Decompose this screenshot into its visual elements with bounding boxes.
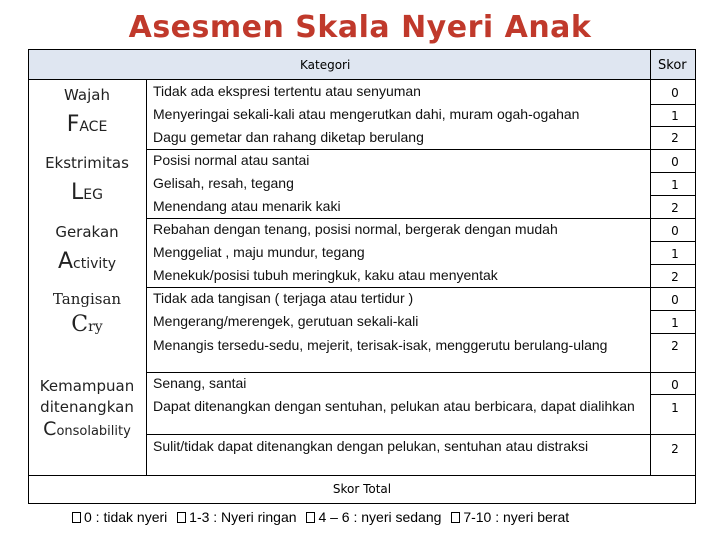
category-code: Cry bbox=[71, 312, 103, 337]
score-cell: 2 bbox=[671, 339, 679, 353]
score-cell: 1 bbox=[671, 247, 679, 261]
header-kategori: Kategori bbox=[300, 58, 351, 72]
category-code: Activity bbox=[57, 249, 117, 274]
total-score-label: Skor Total bbox=[332, 482, 392, 496]
description-cell: Menendang atau menarik kaki bbox=[153, 198, 341, 214]
description-cell: Gelisah, resah, tegang bbox=[153, 175, 294, 191]
score-cell: 0 bbox=[671, 378, 679, 392]
description-cell: Rebahan dengan tenang, posisi normal, bergerak dengan mudah bbox=[153, 221, 558, 237]
score-divider bbox=[650, 195, 696, 196]
checkbox-icon bbox=[306, 512, 315, 523]
score-cell: 1 bbox=[671, 178, 679, 192]
checkbox-icon bbox=[177, 512, 186, 523]
category-name-line1: Kemampuan bbox=[39, 377, 135, 395]
category-name: Ekstrimitas bbox=[45, 154, 129, 172]
description-cell: Menyeringai sekali-kali atau mengerutkan dahi, muram ogah-ogahan bbox=[153, 106, 580, 122]
header-skor: Skor bbox=[658, 58, 687, 73]
legend-item: 1-3 : Nyeri ringan bbox=[177, 509, 296, 525]
description-cell: Tidak ada tangisan ( terjaga atau tertidur ) bbox=[153, 290, 414, 306]
category-code: Consolability bbox=[43, 418, 131, 440]
category-cry bbox=[28, 290, 146, 337]
score-divider bbox=[650, 241, 696, 242]
category-name: Wajah bbox=[64, 86, 110, 104]
column-divider-score bbox=[650, 49, 651, 475]
score-cell: 0 bbox=[671, 293, 679, 307]
checkbox-icon bbox=[451, 512, 460, 523]
score-cell: 1 bbox=[671, 109, 679, 123]
description-cell: Mengerang/merengek, gerutuan sekali-kali bbox=[153, 313, 419, 329]
description-cell: Tidak ada ekspresi tertentu atau senyuman bbox=[153, 83, 421, 99]
description-cell: Menggeliat , maju mundur, tegang bbox=[153, 244, 365, 260]
description-cell: Dapat ditenangkan dengan sentuhan, pelukan atau berbicara, dapat dialihkan bbox=[153, 398, 635, 414]
description-cell: Sulit/tidak dapat ditenangkan dengan pelukan, sentuhan atau distraksi bbox=[153, 438, 589, 454]
category-code: FACE bbox=[66, 112, 108, 137]
score-cell: 0 bbox=[671, 86, 679, 100]
row-group-divider bbox=[146, 434, 696, 435]
category-activity bbox=[28, 223, 146, 274]
column-divider-category bbox=[146, 80, 147, 475]
page-title: Asesmen Skala Nyeri Anak bbox=[128, 10, 592, 45]
score-divider bbox=[650, 126, 696, 127]
category-name: Gerakan bbox=[55, 223, 119, 241]
score-cell: 2 bbox=[671, 201, 679, 215]
description-cell: Dagu gemetar dan rahang diketap berulang bbox=[153, 129, 424, 145]
legend-item: 7-10 : nyeri berat bbox=[451, 509, 569, 525]
score-cell: 0 bbox=[671, 224, 679, 238]
category-leg bbox=[28, 154, 146, 205]
score-divider bbox=[650, 333, 696, 334]
score-divider bbox=[650, 172, 696, 173]
score-cell: 2 bbox=[671, 442, 679, 456]
score-cell: 0 bbox=[671, 155, 679, 169]
score-divider bbox=[650, 310, 696, 311]
category-name-line2: ditenangkan bbox=[40, 398, 134, 416]
description-cell: Menekuk/posisi tubuh meringkuk, kaku atau menyentak bbox=[153, 267, 498, 283]
description-cell: Posisi normal atau santai bbox=[153, 152, 310, 168]
description-cell: Senang, santai bbox=[153, 375, 247, 391]
score-divider bbox=[650, 264, 696, 265]
category-face bbox=[28, 86, 146, 137]
description-cell: Menangis tersedu-sedu, mejerit, terisak-isak, menggerutu berulang-ulang bbox=[153, 337, 608, 353]
checkbox-icon bbox=[72, 512, 81, 523]
legend-item: 0 : tidak nyeri bbox=[72, 509, 167, 525]
legend-item: 4 – 6 : nyeri sedang bbox=[306, 509, 441, 525]
total-row-divider bbox=[28, 475, 696, 476]
pain-scale-legend bbox=[72, 509, 575, 525]
category-name: Tangisan bbox=[52, 290, 122, 308]
score-divider bbox=[650, 104, 696, 105]
category-consolability bbox=[28, 377, 146, 440]
score-cell: 1 bbox=[671, 316, 679, 330]
category-code: LEG bbox=[71, 180, 103, 205]
score-divider bbox=[650, 394, 696, 395]
score-cell: 1 bbox=[671, 401, 679, 415]
score-cell: 2 bbox=[671, 270, 679, 284]
score-cell: 2 bbox=[671, 131, 679, 145]
